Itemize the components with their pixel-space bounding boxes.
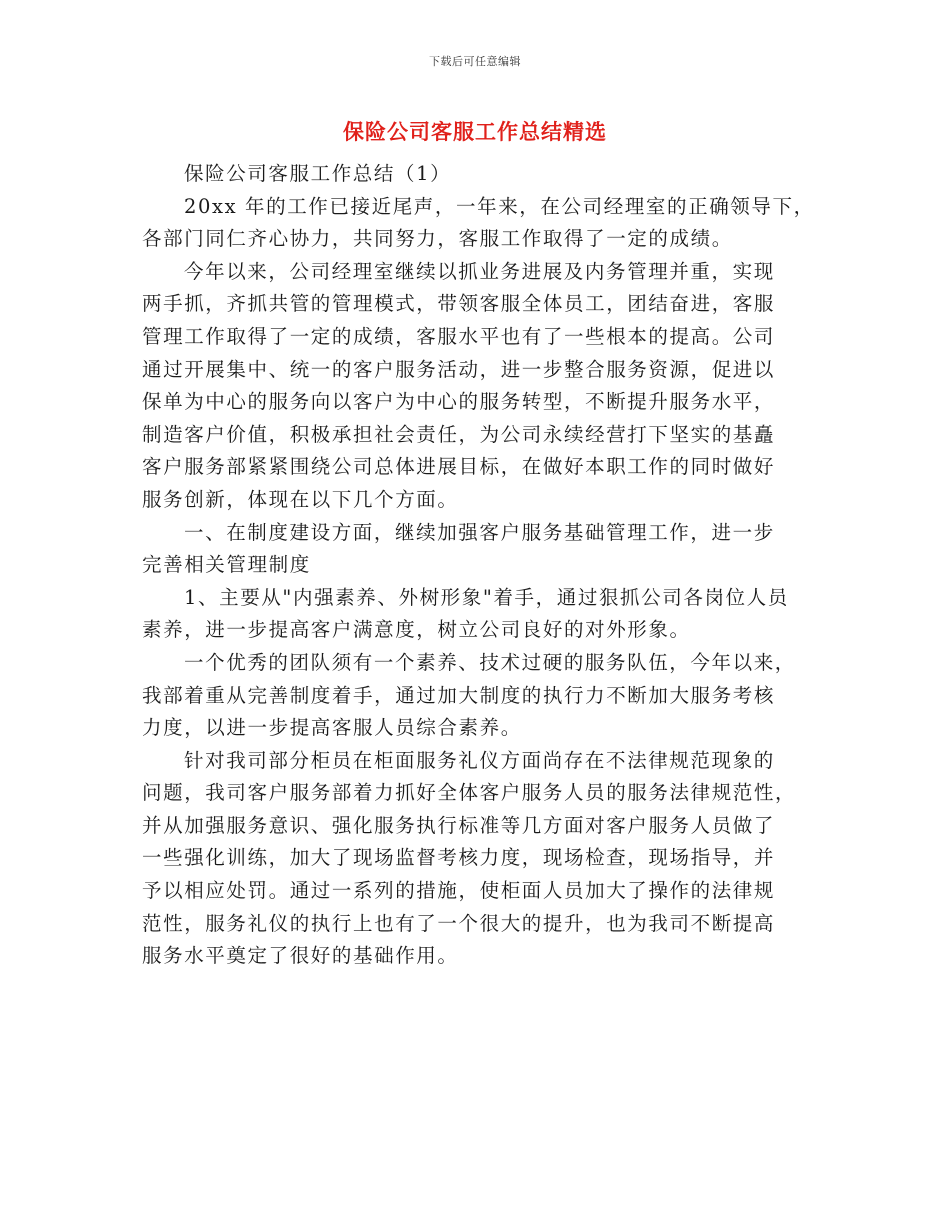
paragraph-line: 我部着重从完善制度着手，通过加大制度的执行力不断加大服务考核 (142, 683, 776, 707)
paragraph-line: 针对我司部分柜员在柜面服务礼仪方面尚存在不法律规范现象的 (184, 748, 775, 772)
paragraph (142, 582, 810, 647)
document-title: 保险公司客服工作总结精选 (343, 119, 607, 144)
paragraph-line: 今年以来，公司经理室继续以抓业务进展及内务管理并重，实现 (184, 259, 775, 283)
paragraph-line: 问题，我司客户服务部着力抓好全体客户服务人员的服务法律规范性， (142, 781, 797, 805)
paragraph-line: 1、主要从"内强素养、外树形象"着手，通过狠抓公司各岗位人员 (184, 585, 789, 609)
paragraph-line: 通过开展集中、统一的客户服务活动，进一步整合服务资源，促进以 (142, 357, 776, 381)
paragraph-line: 完善相关管理制度 (142, 553, 311, 577)
paragraph-line: 服务水平奠定了很好的基础作用。 (142, 944, 459, 968)
document-body (142, 158, 815, 973)
paragraph-line: 素养，进一步提高客户满意度，树立公司良好的对外形象。 (142, 618, 691, 642)
paragraph-line: 保单为中心的服务向以客户为中心的服务转型，不断提升服务水平， (142, 390, 776, 414)
paragraph-line: 20xx 年的工作已接近尾声，一年来，在公司经理室的正确领导下， (184, 194, 815, 218)
paragraph-line: 范性，服务礼仪的执行上也有了一个很大的提升，也为我司不断提高 (142, 911, 776, 935)
paragraph-line: 各部门同仁齐心协力，共同努力，客服工作取得了一定的成绩。 (142, 227, 733, 251)
paragraph-list (142, 191, 815, 973)
paragraph-line: 并从加强服务意识、强化服务执行标准等几方面对客户服务人员做了 (142, 813, 776, 837)
paragraph (142, 191, 815, 256)
paragraph-line: 一些强化训练，加大了现场监督考核力度，现场检查，现场指导，并 (142, 846, 776, 870)
paragraph (142, 647, 810, 745)
paragraph-line: 予以相应处罚。通过一系列的措施，使柜面人员加大了操作的法律规 (142, 879, 776, 903)
paragraph-line: 一、在制度建设方面，继续加强客户服务基础管理工作，进一步 (184, 520, 775, 544)
paragraph-line: 两手抓，齐抓共管的管理模式，带领客服全体员工，团结奋进，客服 (142, 292, 776, 316)
paragraph-line: 力度，以进一步提高客服人员综合素养。 (142, 716, 522, 740)
paragraph (142, 745, 810, 973)
paragraph-line: 服务创新，体现在以下几个方面。 (142, 487, 459, 511)
paragraph-line: 一个优秀的团队须有一个素养、技术过硬的服务队伍，今年以来， (184, 650, 796, 674)
header-note: 下载后可任意编辑 (429, 55, 521, 68)
section-subtitle: 保险公司客服工作总结（1） (184, 162, 452, 185)
paragraph-line: 客户服务部紧紧围绕公司总体进展目标，在做好本职工作的同时做好 (142, 455, 776, 479)
paragraph (142, 256, 810, 517)
paragraph-line: 管理工作取得了一定的成绩，客服水平也有了一些根本的提高。公司 (142, 324, 776, 348)
paragraph-line: 制造客户价值，积极承担社会责任，为公司永续经营打下坚实的基矗 (142, 422, 776, 446)
paragraph (142, 517, 810, 582)
